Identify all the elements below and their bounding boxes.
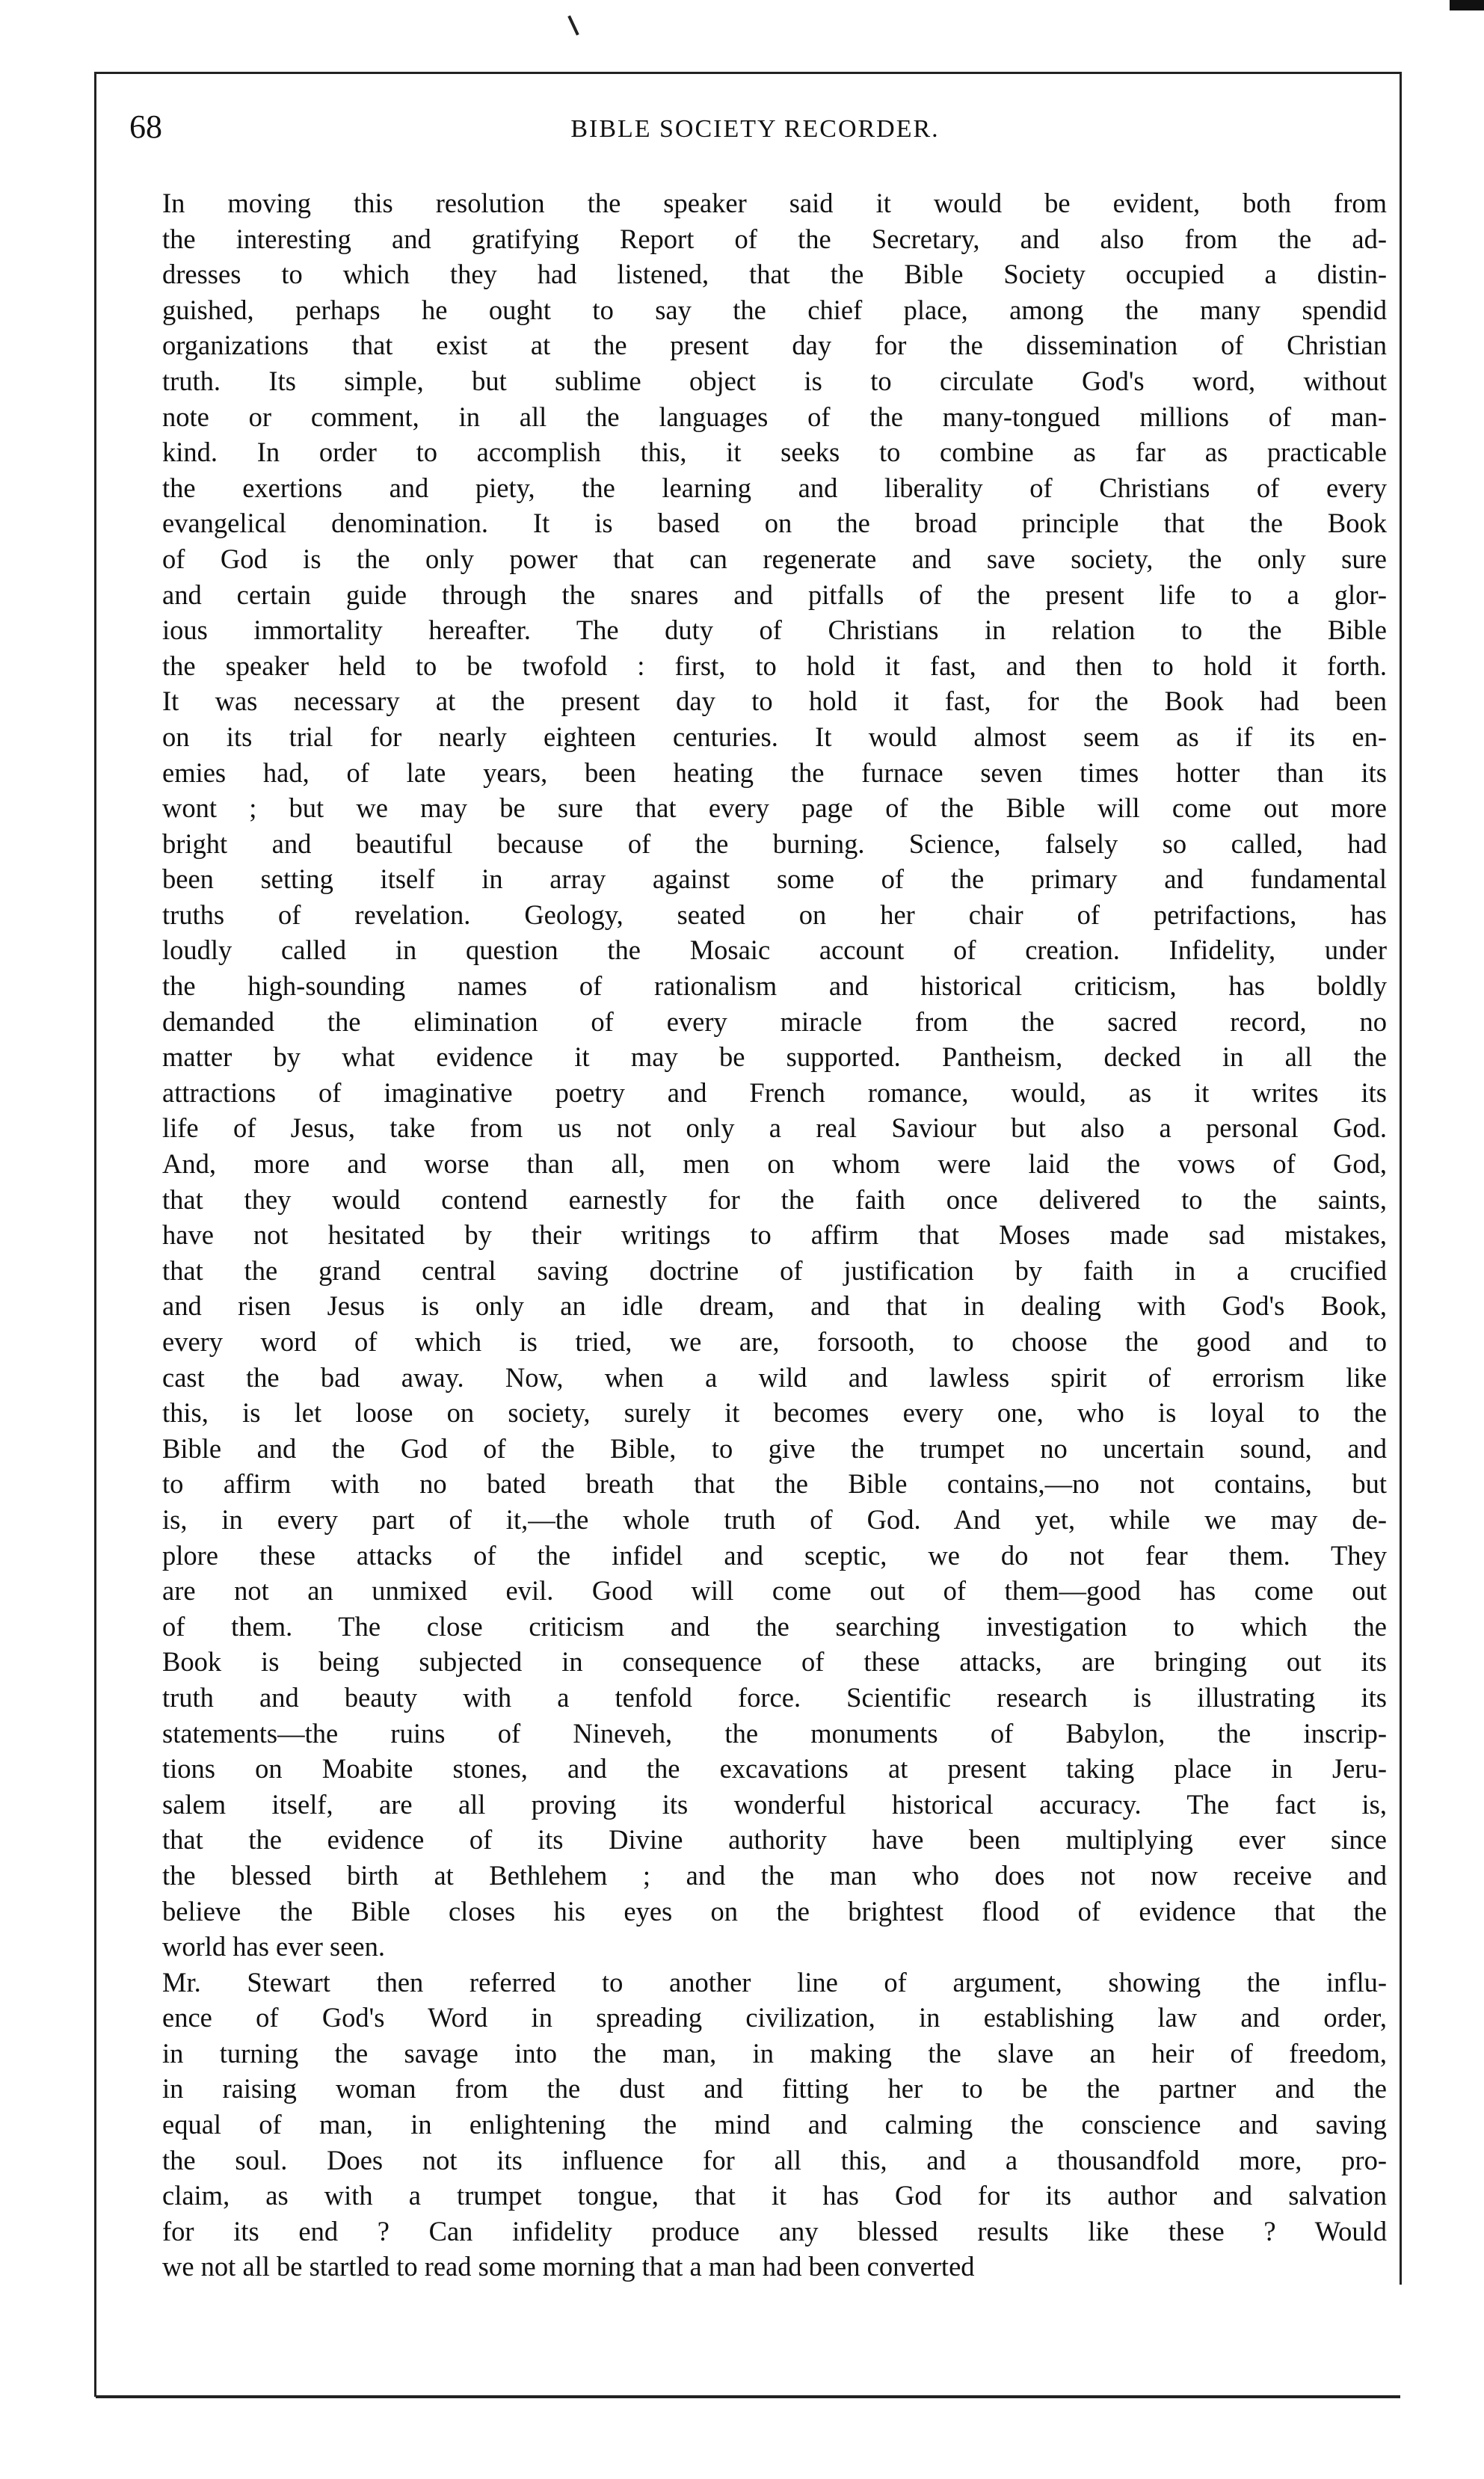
text-line: attractions of imaginative poetry and French romance, would, as it writes its [162, 1077, 1387, 1108]
text-line: have not hesitated by their writings to affirm that Moses made sad mistakes, [162, 1219, 1387, 1251]
text-line: of them. The close criticism and the searching investigation to which the [162, 1610, 1387, 1642]
text-line: this, is let loose on society, surely it becomes every one, who is loyal to the [162, 1397, 1387, 1429]
text-line: the high-sounding names of rationalism and historical criticism, has boldly [162, 970, 1387, 1002]
running-title: BIBLE SOCIETY RECORDER. [570, 115, 940, 143]
text-line: ious immortality hereafter. The duty of Christians in relation to the Bible [162, 615, 1387, 646]
text-line: ence of God's Word in spreading civilization, in establishing law and order, [162, 2002, 1387, 2033]
text-line: It was necessary at the present day to hold it fast, for the Book had been [162, 686, 1387, 717]
text-line: of God is the only power that can regenerate and save society, the only sure [162, 543, 1387, 574]
page-top-rule [96, 72, 1400, 74]
text-line: and risen Jesus is only an idle dream, and that in dealing with God's Book, [162, 1290, 1387, 1322]
body-text [123, 185, 1387, 2285]
text-line: and certain guide through the snares and pitfalls of the present life to a glor- [162, 579, 1387, 610]
text-line: truth. Its simple, but sublime object is to circulate God's word, without [162, 365, 1387, 396]
text-line: in raising woman from the dust and fitting her to be the partner and the [162, 2073, 1387, 2104]
text-line: emies had, of late years, been heating the furnace seven times hotter than its [162, 757, 1387, 788]
text-line: Bible and the God of the Bible, to give the trumpet no uncertain sound, and [162, 1432, 1387, 1464]
text-line: been setting itself in array against some of the primary and fundamental [162, 863, 1387, 895]
page-left-rule [94, 72, 96, 2397]
text-line: claim, as with a trumpet tongue, that it has God for its author and salvation [162, 2180, 1387, 2211]
text-line: tions on Moabite stones, and the excavations at present taking place in Jeru- [162, 1753, 1387, 1784]
text-line: the interesting and gratifying Report of the Secretary, and also from the ad- [162, 223, 1387, 254]
paragraph [123, 1965, 1387, 2285]
text-line: note or comment, in all the languages of the many-tongued millions of man- [162, 401, 1387, 432]
text-line: demanded the elimination of every miracle from the sacred record, no [162, 1006, 1387, 1037]
text-line: life of Jesus, take from us not only a real Saviour but also a personal God. [162, 1112, 1387, 1144]
text-line: the speaker held to be twofold : first, to hold it fast, and then to hold it forth. [162, 650, 1387, 681]
text-line: the blessed birth at Bethlehem ; and the man who does not now receive and [162, 1859, 1387, 1891]
text-line: kind. In order to accomplish this, it seeks to combine as far as practicable [162, 437, 1387, 468]
scan-tick-mark [567, 15, 579, 35]
text-line: truth and beauty with a tenfold force. Scientific research is illustrating its [162, 1681, 1387, 1713]
text-line: dresses to which they had listened, that the Bible Society occupied a distin- [162, 259, 1387, 290]
text-line: that the grand central saving doctrine of justification by faith in a crucified [162, 1254, 1387, 1286]
text-line: organizations that exist at the present day for the dissemination of Christian [162, 330, 1387, 361]
text-line: we not all be startled to read some morning that a man had been converted [162, 2251, 975, 2282]
text-line: are not an unmixed evil. Good will come out of them—good has come out [162, 1575, 1387, 1607]
text-line: salem itself, are all proving its wonderful historical accuracy. The fact is, [162, 1788, 1387, 1820]
page-number: 68 [129, 108, 162, 145]
text-line: the exertions and piety, the learning and liberality of Christians of every [162, 472, 1387, 503]
text-line: equal of man, in enlightening the mind and calming the conscience and saving [162, 2109, 1387, 2140]
paragraph [123, 185, 1387, 1965]
text-line: loudly called in question the Mosaic account of creation. Infidelity, under [162, 934, 1387, 966]
text-line: Book is being subjected in consequence of these attacks, are bringing out its [162, 1646, 1387, 1678]
text-line: to affirm with no bated breath that the Bible contains,—no not contains, but [162, 1468, 1387, 1500]
text-line: world has ever seen. [162, 1931, 385, 1962]
text-line: on its trial for nearly eighteen centuries. It would almost seem as if its en- [162, 721, 1387, 752]
text-line: every word of which is tried, we are, forsooth, to choose the good and to [162, 1326, 1387, 1357]
text-line: truths of revelation. Geology, seated on her chair of petrifactions, has [162, 899, 1387, 930]
text-line: plore these attacks of the infidel and sceptic, we do not fear them. They [162, 1539, 1387, 1571]
text-line: that they would contend earnestly for the faith once delivered to the saints, [162, 1183, 1387, 1215]
page-right-rule [1400, 72, 1402, 2285]
text-line: wont ; but we may be sure that every page of the Bible will come out more [162, 792, 1387, 824]
text-line: matter by what evidence it may be supported. Pantheism, decked in all the [162, 1041, 1387, 1073]
text-line: that the evidence of its Divine authority have been multiplying ever since [162, 1824, 1387, 1856]
text-line: guished, perhaps he ought to say the chief place, among the many spendid [162, 294, 1387, 325]
text-line: bright and beautiful because of the burning. Science, falsely so called, had [162, 828, 1387, 859]
page-bottom-rule [96, 2395, 1400, 2398]
page-header [123, 105, 1387, 153]
text-line: Mr. Stewart then referred to another line of argument, showing the influ- [162, 1966, 1387, 1998]
text-line: cast the bad away. Now, when a wild and lawless spirit of errorism like [162, 1361, 1387, 1393]
text-line: evangelical denomination. It is based on the broad principle that the Book [162, 508, 1387, 539]
scan-corner-mark [1450, 0, 1484, 10]
text-line: In moving this resolution the speaker said it would be evident, both from [162, 188, 1387, 218]
text-line: the soul. Does not its influence for all this, and a thousandfold more, pro- [162, 2144, 1387, 2175]
text-line: in turning the savage into the man, in making the slave an heir of freedom, [162, 2037, 1387, 2069]
text-line: believe the Bible closes his eyes on the brightest flood of evidence that the [162, 1895, 1387, 1927]
text-line: statements—the ruins of Nineveh, the monuments of Babylon, the inscrip- [162, 1717, 1387, 1749]
text-line: for its end ? Can infidelity produce any blessed results like these ? Would [162, 2215, 1387, 2247]
text-line: And, more and worse than all, men on whom were laid the vows of God, [162, 1148, 1387, 1180]
text-line: is, in every part of it,—the whole truth of God. And yet, while we may de- [162, 1503, 1387, 1535]
